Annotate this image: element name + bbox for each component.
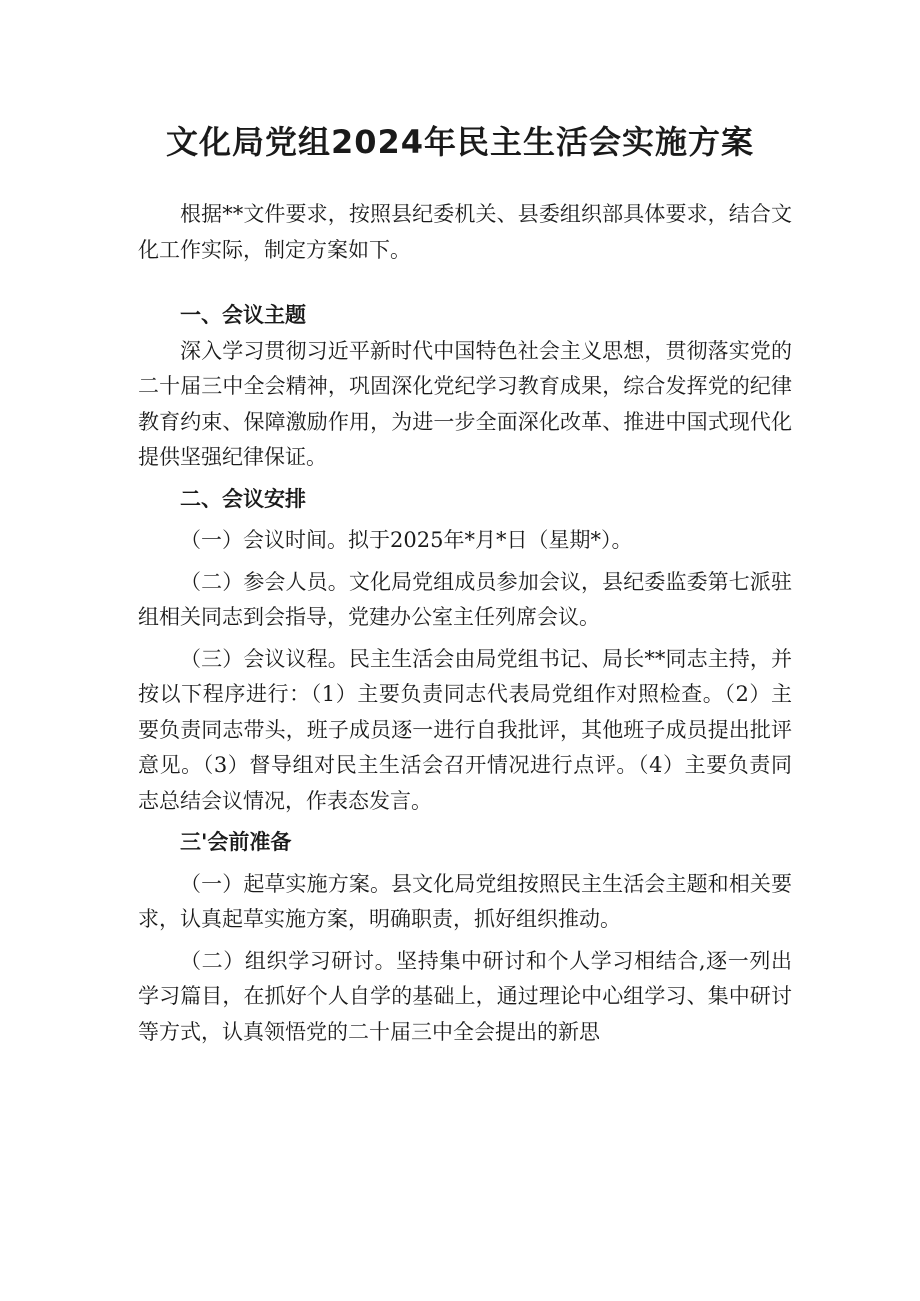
section-2-paragraph-1: （一）会议时间。拟于2025年*月*日（星期*）。	[180, 528, 633, 552]
section-3-paragraph-1: （一）起草实施方案。县文化局党组按照民主生活会主题和相关要求，认真起草实施方案，明确职责，抓好组织推动。	[138, 871, 792, 931]
section-heading-2: 二、会议安排	[180, 486, 306, 511]
section-2-paragraph-3: （三）会议议程。民主生活会由局党组书记、局长**同志主持，并按以下程序进行：（1）主要负责同志代表局党组作对照检查。（2）主要负责同志带头，班子成员逐一进行自我批评，其他班子成员提出批评意见。（3）督导组对民主生活会召开情况进行点评。（4）主要负责同志总结会议情况，作表态发言。	[138, 646, 792, 813]
document-title: 文化局党组2024年民主生活会实施方案	[165, 123, 755, 161]
spacer	[138, 268, 792, 298]
document-body	[138, 197, 792, 1050]
section-heading-1: 一、会议主题	[180, 303, 306, 327]
section-1-paragraph-1: 深入学习贯彻习近平新时代中国特色社会主义思想，贯彻落实党的二十届三中全会精神，巩固深化党纪学习教育成果，综合发挥党的纪律教育约束、保障激励作用，为进一步全面深化改革、推进中国式现代化提供坚强纪律保证。	[138, 338, 792, 469]
section-heading-3: 三'会前准备	[180, 830, 292, 854]
section-3-paragraph-2: （二）组织学习研讨。坚持集中研讨和个人学习相结合,逐一列出学习篇目，在抓好个人自学的基础上，通过理论中心组学习、集中研讨等方式，认真领悟党的二十届三中全会提出的新思	[138, 948, 792, 1044]
intro-paragraph: 根据**文件要求，按照县纪委机关、县委组织部具体要求，结合文化工作实际，制定方案如下。	[138, 202, 792, 262]
section-2-paragraph-2: （二）参会人员。文化局党组成员参加会议，县纪委监委第七派驻组相关同志到会指导，党建办公室主任列席会议。	[138, 569, 792, 629]
